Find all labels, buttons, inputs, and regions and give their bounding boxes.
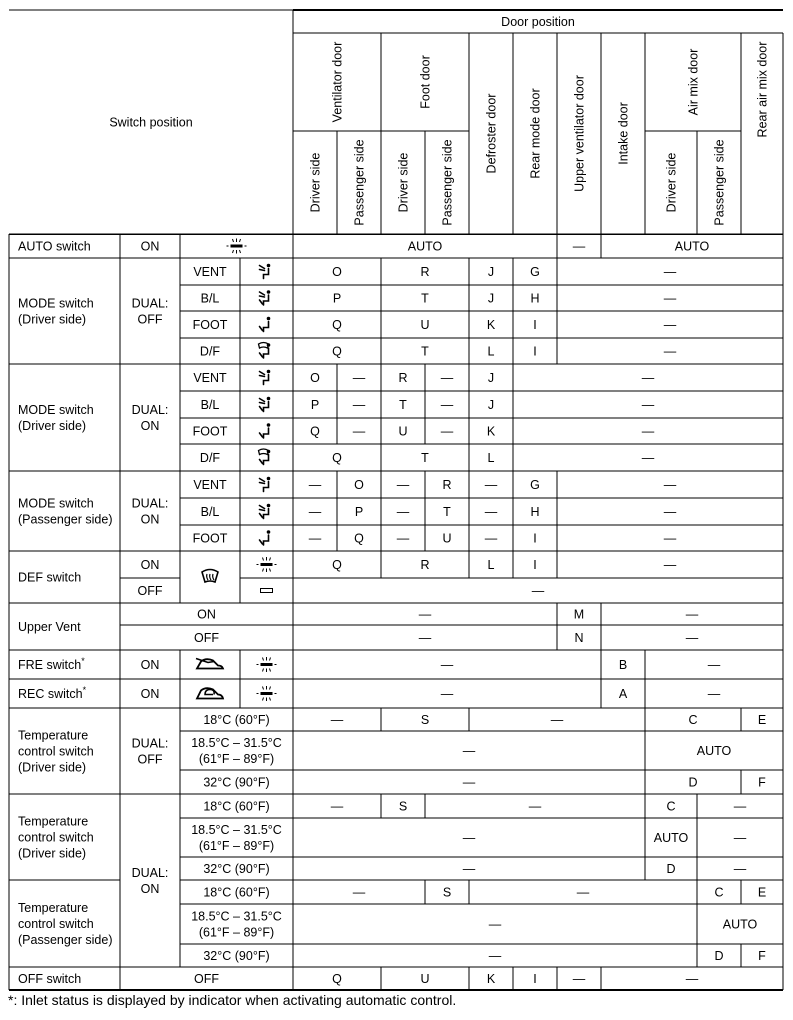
row-label: (Driver side) [18,419,87,433]
cell-value: OFF [194,631,219,645]
cell-value: — [462,775,476,790]
cell-value: — [572,239,586,254]
cell-value: — [707,687,721,701]
foot-mode-icon [260,423,271,438]
cell-value: P [354,505,364,519]
cell-value: S [398,799,408,814]
cell-value: — [462,744,476,758]
cell-value: FOOT [192,318,228,332]
cell-value: K [486,972,496,986]
cell-value: L [487,451,495,465]
row-label: DEF switch [18,570,82,585]
cell-value: (61°F – 89°F) [198,839,275,853]
cell-value: VENT [193,478,227,492]
cell-value: K [486,424,496,439]
cell-value: J [487,291,495,306]
cell-value: Q [332,972,342,986]
cell-value: — [484,505,498,519]
cell-value: G [530,478,540,492]
cell-value: FOOT [192,531,228,546]
cell-value: ON [140,419,160,433]
cell-value: K [486,318,496,332]
cell-value: O [310,371,320,385]
door-sub-passenger: Passenger side [712,139,727,226]
door-header-2: Defroster door [484,93,499,174]
door-header-4: Upper ventilator door [572,75,587,192]
cell-value: ON [140,687,160,701]
cell-value: U [442,531,452,546]
indicator-on-icon [257,557,277,572]
row-label: MODE switch [18,296,94,311]
cell-value: DUAL: [131,736,169,751]
cell-value: — [330,799,344,814]
cell-value: — [396,531,410,546]
cell-value: 32°C (90°F) [203,862,270,876]
cell-value: (61°F – 89°F) [198,752,275,766]
cell-value: E [757,713,767,727]
cell-value: D [714,949,724,963]
row-label: control switch [18,830,94,845]
cell-value: U [398,424,408,439]
foot-mode-icon [260,530,271,545]
cell-value: OFF [137,584,163,598]
row-label: Temperature [18,728,89,743]
cell-value: Q [332,344,342,359]
cell-value: Q [332,451,342,465]
cell-value: ON [140,239,160,254]
defrost-foot-mode-icon [259,343,271,359]
cell-value: D [666,862,676,876]
cell-value: 18°C (60°F) [203,799,270,814]
row-label: (Passenger side) [18,512,113,527]
cell-value: — [576,885,590,900]
cell-value: J [487,371,495,385]
fresh-air-icon [196,659,223,669]
cell-value: — [572,972,586,986]
row-label: AUTO switch [18,239,91,254]
cell-value: U [420,318,430,332]
row-label: (Driver side) [18,846,87,861]
cell-value: 18°C (60°F) [203,885,270,900]
cell-value: — [330,713,344,727]
cell-value: — [663,505,677,519]
row-label: control switch [18,917,94,931]
row-label: Temperature [18,814,89,829]
cell-value: D/F [199,451,221,465]
cell-value: P [310,398,320,412]
cell-value: L [487,558,495,572]
cell-value: — [663,531,677,546]
cell-value: L [487,344,495,359]
cell-value: R [420,265,430,279]
cell-value: — [418,631,432,645]
cell-value: ON [140,882,160,896]
row-label: (Passenger side) [18,933,113,947]
door-sub-driver: Driver side [396,152,411,213]
door-header-3: Rear mode door [528,88,543,179]
cell-value: — [685,972,699,986]
cell-value: — [685,607,699,622]
cell-value: C [714,885,724,900]
footnote: *: Inlet status is displayed by indicator when activating automatic control. [8,992,457,1008]
cell-value: 18.5°C – 31.5°C [191,823,282,837]
cell-value: P [332,291,342,306]
cell-value: O [332,265,342,279]
cell-value: OFF [137,312,163,327]
cell-value: B/L [200,291,220,306]
door-sub-driver: Driver side [308,152,323,213]
cell-value: T [421,344,429,359]
defrost-icon [202,570,218,583]
cell-value: AUTO [696,744,732,758]
cell-value: (61°F – 89°F) [198,925,275,940]
row-label: MODE switch [18,496,94,511]
cell-value: — [462,831,476,845]
cell-value: R [398,371,408,385]
cell-value: 18.5°C – 31.5°C [191,909,282,924]
cell-value: — [418,607,432,622]
cell-value: — [707,658,721,672]
cell-value: O [354,478,364,492]
cell-value: R [420,558,430,572]
vent-mode-icon [260,370,271,385]
cell-value: S [442,885,452,900]
cell-value: — [440,687,454,701]
cell-value: VENT [193,265,227,279]
cell-value: — [663,291,677,306]
cell-value: — [641,424,655,439]
cell-value: — [396,478,410,492]
cell-value: — [641,398,655,412]
cell-value: — [352,424,366,439]
cell-value: I [533,344,537,359]
cell-value: — [440,658,454,672]
cell-value: I [533,558,537,572]
cell-value: F [758,949,766,963]
cell-value: DUAL: [131,496,169,511]
cell-value: J [487,265,495,279]
door-header-6: Air mix door [686,48,701,116]
row-label: control switch [18,744,94,759]
cell-value: — [663,265,677,279]
row-label: OFF switch [18,972,82,986]
indicator-on-icon [257,657,277,672]
row-label: Upper Vent [18,620,81,634]
cell-value: C [666,799,676,814]
cell-value: J [487,398,495,412]
cell-value: Q [354,531,364,546]
vent-mode-icon [260,477,271,492]
cell-value: F [758,775,766,790]
cell-value: — [488,917,502,932]
cell-value: G [530,265,540,279]
cell-value: — [488,949,502,963]
door-sub-passenger: Passenger side [440,139,455,226]
cell-value: DUAL: [131,866,169,880]
cell-value: 32°C (90°F) [203,949,270,963]
cell-value: — [352,885,366,900]
cell-value: — [440,424,454,439]
recirculation-icon [197,688,223,698]
cell-value: B/L [200,398,220,412]
cell-value: M [573,607,585,622]
cell-value: 32°C (90°F) [203,775,270,790]
cell-value: — [440,371,454,385]
cell-value: — [733,862,747,876]
cell-value: — [308,505,322,519]
cell-value: AUTO [722,917,758,932]
cell-value: — [528,799,542,814]
door-sub-driver: Driver side [664,152,679,213]
cell-value: — [531,584,545,598]
cell-value: 18°C (60°F) [203,713,270,727]
cell-value: H [530,505,540,519]
cell-value: 18.5°C – 31.5°C [191,736,282,750]
vent-mode-icon [260,264,271,279]
defrost-foot-mode-icon [259,449,271,465]
cell-value: B [618,658,628,672]
door-header-1: Foot door [418,55,433,109]
cell-value: N [574,631,584,645]
cell-value: T [399,398,407,412]
row-label: REC switch* [18,685,87,701]
row-label: (Driver side) [18,312,87,327]
cell-value: — [641,371,655,385]
cell-value: E [757,885,767,900]
cell-value: D [688,775,698,790]
indicator-on-icon [227,239,247,254]
cell-value: ON [140,558,160,572]
cell-value: DUAL: [131,403,169,417]
cell-value: — [663,478,677,492]
cell-value: — [663,318,677,332]
cell-value: DUAL: [131,296,169,311]
row-label: MODE switch [18,403,94,417]
row-label: FRE switch* [18,656,85,672]
cell-value: — [733,799,747,814]
cell-value: H [530,291,540,306]
cell-value: Q [310,424,320,439]
cell-value: — [308,478,322,492]
cell-value: OFF [194,972,219,986]
door-position-header: Door position [501,15,575,29]
bilevel-mode-icon [260,290,271,305]
cell-value: R [442,478,452,492]
cell-value: ON [140,512,160,527]
cell-value: T [421,451,429,465]
cell-value: Q [332,558,342,572]
cell-value: U [420,972,430,986]
door-header-0: Ventilator door [330,41,345,123]
cell-value: T [421,291,429,306]
cell-value: T [443,505,451,519]
cell-value: — [733,831,747,845]
cell-value: C [688,713,698,727]
cell-value: — [685,631,699,645]
cell-value: OFF [137,752,163,767]
indicator-on-icon [257,686,277,701]
cell-value: — [484,478,498,492]
cell-value: AUTO [653,831,689,845]
cell-value: S [420,713,430,727]
cell-value: I [533,318,537,332]
door-header-5: Intake door [616,102,631,165]
cell-value: — [440,398,454,412]
cell-value: ON [140,658,160,672]
bilevel-mode-icon [260,397,271,412]
cell-value: VENT [193,371,227,385]
cell-value: A [618,687,628,701]
cell-value: — [462,862,476,876]
cell-value: — [663,558,677,572]
cell-value: — [396,505,410,519]
cell-value: AUTO [674,239,710,254]
indicator-off-icon [261,589,273,593]
cell-value: ON [197,607,216,622]
cell-value: AUTO [407,239,443,254]
cell-value: — [484,531,498,546]
cell-value: — [352,398,366,412]
switch-position-header: Switch position [109,115,193,130]
cell-value: — [308,531,322,546]
cell-value: Q [332,318,342,332]
cell-value: FOOT [192,424,228,439]
cell-value: — [550,713,564,727]
cell-value: — [352,371,366,385]
cell-value: — [663,344,677,359]
cell-value: — [641,451,655,465]
bilevel-mode-icon [260,504,271,519]
cell-value: D/F [199,344,221,359]
door-header-7: Rear air mix door [755,41,770,138]
cell-value: I [533,531,537,546]
cell-value: B/L [200,505,220,519]
foot-mode-icon [260,317,271,332]
row-label: Temperature [18,901,89,915]
cell-value: I [533,972,537,986]
row-label: (Driver side) [18,760,87,775]
door-sub-passenger: Passenger side [352,139,367,226]
